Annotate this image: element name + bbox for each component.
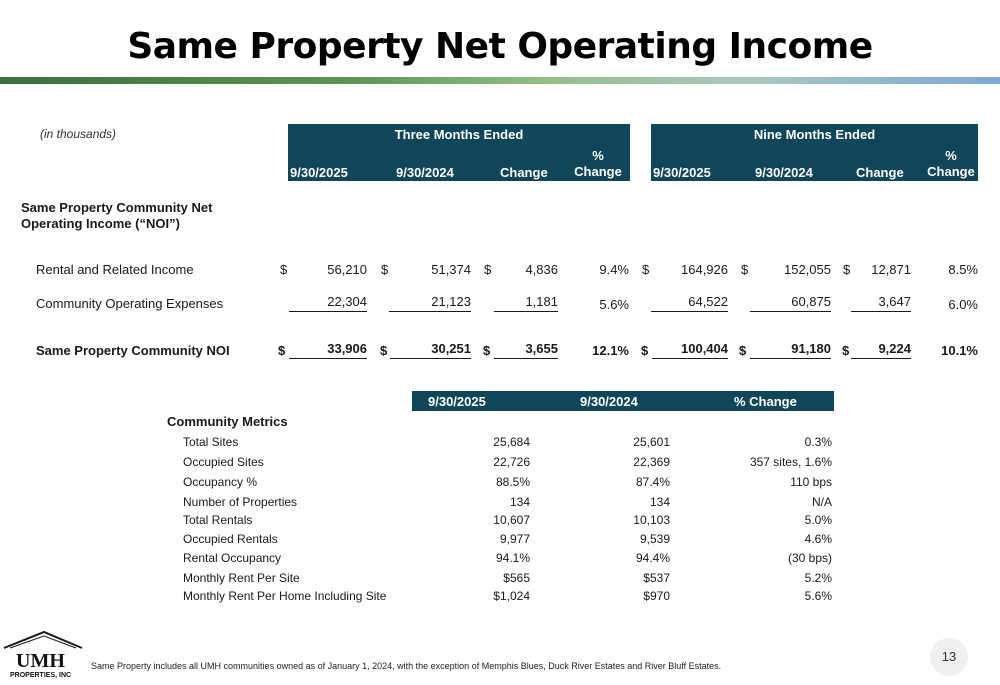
metric-2025: 10,607	[493, 513, 530, 527]
q-2025-value: 33,906	[289, 341, 367, 359]
q-pct-value: 5.6%	[599, 297, 629, 312]
row-label: Community Operating Expenses	[36, 296, 224, 311]
metric-label: Occupancy %	[183, 475, 258, 489]
n-2025-value: 64,522	[651, 294, 728, 312]
three-months-title: Three Months Ended	[394, 127, 524, 142]
q-change-value: 1,181	[494, 294, 558, 312]
q-col-2025: 9/30/2025	[290, 165, 348, 180]
n-2025-value: 100,404	[652, 341, 728, 359]
metric-change: 0.3%	[804, 435, 832, 449]
title-divider-bar	[0, 77, 1000, 84]
q-2025-value: 22,304	[289, 294, 367, 312]
metric-2025: 134	[509, 495, 530, 509]
metric-change: 5.2%	[804, 571, 832, 585]
q-col-change: Change	[500, 165, 548, 180]
q-2025-value: 56,210	[327, 262, 367, 277]
metric-change: 110 bps	[790, 475, 832, 489]
metric-2024: 134	[649, 495, 670, 509]
metric-2024: $970	[643, 589, 670, 603]
n-col-pct-top: %	[945, 148, 957, 163]
currency-sign: $	[484, 262, 492, 277]
page-title: Same Property Net Operating Income	[127, 26, 873, 67]
metric-2025: 25,684	[493, 435, 530, 449]
n-col-pct	[921, 148, 981, 180]
logo-sub-text: PROPERTIES, INC	[10, 672, 72, 679]
metric-change: (30 bps)	[787, 551, 832, 565]
metric-2024: 10,103	[633, 513, 670, 527]
metric-2024: 22,369	[633, 455, 670, 469]
n-pct-value: 6.0%	[948, 297, 978, 312]
q-col-pct-bottom: Change	[574, 164, 622, 179]
metric-2025: 22,726	[493, 455, 530, 469]
q-col-pct-top: %	[592, 148, 604, 163]
metric-change: N/A	[811, 495, 832, 509]
metric-2025: $565	[503, 571, 530, 585]
q-col-pct	[568, 148, 628, 180]
metric-change: 357 sites, 1.6%	[749, 455, 832, 469]
three-months-header	[288, 124, 630, 181]
n-change-value: 12,871	[871, 262, 911, 277]
n-2025-value: 164,926	[681, 262, 728, 277]
currency-sign: $	[278, 343, 286, 358]
nine-months-header	[651, 124, 978, 181]
metrics-col-2024: 9/30/2024	[580, 394, 638, 409]
n-2024-value: 60,875	[750, 294, 831, 312]
q-pct-value: 9.4%	[599, 262, 629, 277]
currency-sign: $	[842, 343, 850, 358]
q-pct-value: 12.1%	[592, 343, 629, 358]
q-2024-value: 51,374	[431, 262, 471, 277]
page-number: 13	[930, 638, 968, 676]
metrics-header	[412, 391, 834, 411]
currency-sign: $	[843, 262, 851, 277]
n-pct-value: 8.5%	[948, 262, 978, 277]
n-pct-value: 10.1%	[941, 343, 978, 358]
currency-sign: $	[381, 262, 389, 277]
n-col-2024: 9/30/2024	[755, 165, 813, 180]
n-2024-value: 152,055	[784, 262, 831, 277]
currency-sign: $	[380, 343, 388, 358]
n-change-value: 9,224	[851, 341, 911, 359]
metric-label: Total Rentals	[183, 513, 253, 527]
metric-label: Monthly Rent Per Home Including Site	[183, 589, 387, 603]
metric-2025: $1,024	[493, 589, 530, 603]
nine-months-title: Nine Months Ended	[753, 127, 876, 142]
metric-2024: 94.4%	[635, 551, 670, 565]
currency-sign: $	[641, 343, 649, 358]
units-note: (in thousands)	[40, 127, 117, 141]
metric-2025: 88.5%	[495, 475, 530, 489]
n-2024-value: 91,180	[750, 341, 831, 359]
row-label: Same Property Community NOI	[36, 343, 230, 358]
footnote: Same Property includes all UMH communities owned as of January 1, 2024, with the exception of Memphis Blues, Duck River Estates and River Bluff Estates.	[91, 661, 722, 671]
noi-section-label: Same Property Community Net Operating Income (“NOI”)	[21, 200, 213, 231]
metric-2024: 9,539	[639, 532, 670, 546]
metric-change: 5.6%	[804, 589, 832, 603]
row-label: Rental and Related Income	[36, 262, 194, 277]
q-change-value: 3,655	[494, 341, 558, 359]
metric-2024: 87.4%	[635, 475, 670, 489]
metrics-title: Community Metrics	[167, 414, 288, 429]
n-col-change: Change	[856, 165, 904, 180]
n-change-value: 3,647	[851, 294, 911, 312]
house-roof-icon	[2, 630, 84, 680]
metric-label: Monthly Rent Per Site	[183, 571, 300, 585]
metric-label: Occupied Sites	[183, 455, 264, 469]
metric-2024: $537	[643, 571, 670, 585]
metric-label: Total Sites	[183, 435, 239, 449]
logo-main-text: UMH	[16, 650, 65, 672]
umh-logo	[2, 630, 84, 680]
metric-change: 4.6%	[804, 532, 832, 546]
metric-label: Number of Properties	[183, 495, 298, 509]
metrics-col-change: % Change	[734, 394, 797, 409]
metric-2024: 25,601	[633, 435, 670, 449]
q-col-2024: 9/30/2024	[396, 165, 454, 180]
metric-label: Occupied Rentals	[183, 532, 278, 546]
metric-2025: 9,977	[499, 532, 530, 546]
metric-2025: 94.1%	[495, 551, 530, 565]
n-col-pct-bottom: Change	[927, 164, 975, 179]
q-2024-value: 21,123	[389, 294, 471, 312]
metric-label: Rental Occupancy	[183, 551, 282, 565]
currency-sign: $	[741, 262, 749, 277]
currency-sign: $	[642, 262, 650, 277]
q-change-value: 4,836	[525, 262, 558, 277]
metric-change: 5.0%	[804, 513, 832, 527]
q-2024-value: 30,251	[390, 341, 471, 359]
currency-sign: $	[739, 343, 747, 358]
n-col-2025: 9/30/2025	[653, 165, 711, 180]
currency-sign: $	[280, 262, 288, 277]
metrics-col-2025: 9/30/2025	[428, 394, 486, 409]
currency-sign: $	[483, 343, 491, 358]
